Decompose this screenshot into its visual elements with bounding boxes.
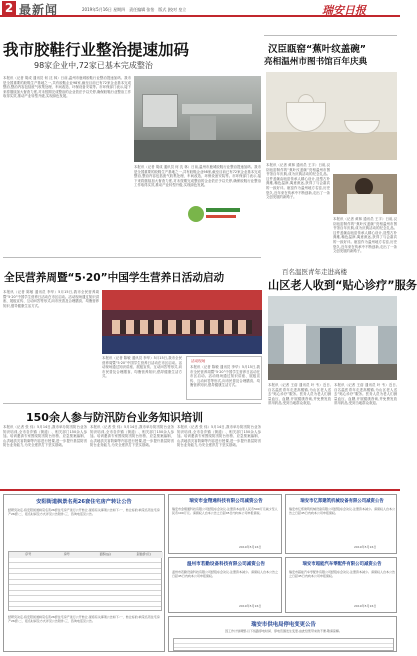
notice-card-body: 瑞安市金翔通科技有限公司经股东会决议,注册资本由原人民币500万元减少至人民币100万元。请债权人自本公告之日起45日内向本公司申报债权。	[172, 507, 278, 516]
table-header: 房号	[63, 552, 70, 556]
nutrition-event-photo	[102, 290, 262, 354]
craftsman-photo	[333, 174, 397, 214]
glue-article-title[interactable]: 我市胶鞋行业整治提速加码	[3, 41, 190, 59]
notice-card-date: 2019年5月16日	[354, 545, 377, 549]
notice-card-title[interactable]: 瑞安市金翔通科技有限公司减资公告	[189, 499, 263, 504]
notice-left-footer: 经研究决定,将安阳街道枫景名苑26套住宅房产进行公开转让,现将有关事项公告如下:一、转让标的:枫景名苑住宅房产26套;二、报名时间及方式详见公告附件;三、咨询电话见公告。	[8, 615, 160, 624]
notice-card	[285, 557, 397, 613]
issue-meta: 2019年5月16日 星期四 责任编辑 张怡 版式 |校对 皇立	[82, 7, 187, 12]
notice-card-date: 2019年5月16日	[239, 545, 262, 549]
notice-card-title[interactable]: 瑞安市超能汽车零配件有限公司减资公告	[302, 562, 382, 567]
notice-bottom-body: 因工作计划调整,以下线路停电时间、停电范围发生变更,由此给您带来的不便,敬请谅解。	[225, 629, 342, 633]
clinic-photo	[268, 296, 397, 380]
outage-table	[173, 638, 394, 651]
clinic-article-body: 本报讯（记者 王蓓 通讯员 叶 韦）近日,百名温医青年走进高楼镇,为山区老人送去“贴心诊疗”服务。医务人员为老人们测量血压、血糖,开展健康咨询,并免费发放常用药品,受到当地群众欢迎。	[268, 383, 331, 406]
clinic-article-title[interactable]: 山区老人收到“贴心诊疗”服务	[268, 279, 417, 292]
nutrition-article-body-cont: 本报讯（记者 陈敏 通讯员 李华）5月15日,我市全民营养周暨“5·20”中国学生营养日活动在市区启动。活动现场通过知识讲座、展板宣传、互动问答等形式,向市民普及合理膳食、均衡营养知识,倡导健康生活方式。	[102, 356, 182, 379]
photo-caption: 活动现场	[191, 359, 206, 363]
notice-left-body: 经研究决定,将安阳街道枫景名苑26套住宅房产进行公开转让,现将有关事项公告如下:一、转让标的:枫景名苑住宅房产26套;二、报名时间及方式详见公告附件;三、咨询电话见公告。	[8, 508, 160, 517]
bowl-article-title-line2: 亮相温州市图书馆百年庆典	[264, 57, 368, 67]
table-header-row	[9, 552, 163, 558]
fire-article-body-end: 本报讯（记者 张 伟）5月14日,我市举办防汛防台业务知识培训,全市各乡镇（街道）、相关部门150余人参加。培训邀请专家围绕防汛防台形势、应急预案编制、山洪地质灾害防御等内容进行授课,进一步提升基层防汛防台业务能力,为安全度汛打下坚实基础。	[177, 425, 261, 448]
notice-card-date: 2019年5月16日	[239, 604, 262, 608]
bowl-article-body: 本报讯（记者 黄林 通讯员 王宇）日前,汉臣瓯窑制作的“蕉叶纹盖碗”亮相温州市图书馆百年庆典,成为庆典活动的纪念礼品。这件盖碗由瓯窑传承人精心设计,造型古朴典雅,釉色温润,寓意深远,获得了与会嘉宾的一致好评。瓯窑作为温州地方名窑,历史悠久,近年来在传承中不断创新,走出了一条文创发展的新路子。	[266, 163, 330, 200]
notice-bottom-title[interactable]: 瑞安市供电局停电变更公告	[251, 622, 316, 628]
table-header: 起始价(元)	[136, 552, 151, 556]
glue-article-body-cont: 本报讯（记者 胡成 通讯员 何 沈 林）日前,温州市鹿城胶鞋行业整治提速加码。我市是全国重要的胶鞋生产基地之一,共有胶鞋企业98家,截至目前已有72家企业基本完成整治,整治内容包括废气收集处理、车间改造、环保设备安装等。市环保部门表示,接下来将继续加大督查力度,对未按期完成整治的企业依法予以关停,确保胶鞋行业整治工作取得实效,推动产业转型升级,实现绿色发展。	[134, 165, 261, 188]
tea-bowl-photo	[266, 72, 397, 160]
notice-left-title[interactable]: 安阳街道枫景名苑26套住宅房产转让公告	[36, 499, 132, 505]
clinic-article-body-cont: 本报讯（记者 王蓓 通讯员 叶 韦）近日,百名温医青年走进高楼镇,为山区老人送去“贴心诊疗”服务。医务人员为老人们测量血压、血糖,开展健康咨询,并免费发放常用药品,受到当地群众欢迎。	[334, 383, 397, 406]
newspaper-logo: 瑞安日报	[322, 4, 366, 17]
glue-article-body: 本报讯（记者 胡成 通讯员 何 沈 林）日前,温州市鹿城胶鞋行业整治提速加码。我市是全国重要的胶鞋生产基地之一,共有胶鞋企业98家,截至目前已有72家企业基本完成整治,整治内容包括废气收集处理、车间改造、环保设备安装等。市环保部门表示,接下来将继续加大督查力度,对未按期完成整治的企业依法予以关停,确保胶鞋行业整治工作取得实效,推动产业转型升级,实现绿色发展。	[3, 76, 131, 99]
bowl-title-prefix: 汉臣瓯窑	[268, 44, 307, 55]
notice-left-table	[8, 551, 162, 611]
bowl-article-body-cont: 本报讯（记者 黄林 通讯员 王宇）日前,汉臣瓯窑制作的“蕉叶纹盖碗”亮相温州市图书馆百年庆典,成为庆典活动的纪念礼品。这件盖碗由瓯窑传承人精心设计,造型古朴典雅,釉色温润,寓意深远,获得了与会嘉宾的一致好评。瓯窑作为温州地方名窑,历史悠久,近年来在传承中不断创新,走出了一条文创发展的新路子。	[333, 217, 397, 254]
row-divider	[3, 257, 261, 258]
bowl-title-quote: “蕉叶纹盖碗”	[306, 44, 367, 55]
section-title: 最新闻	[19, 3, 59, 17]
table-header: 面积(㎡)	[99, 552, 111, 556]
notice-card-body: 温州市若勤设备科技有限公司经股东会决议,注册资本减少。请债权人自本公告之日起45日内向本公司申报债权。	[172, 570, 278, 579]
notice-bottom-box	[168, 616, 397, 652]
notice-card-title[interactable]: 瑞安市亿郑建筑机械设备有限公司减资公告	[300, 499, 384, 504]
notice-left-box	[3, 494, 165, 652]
photo-caption-box	[186, 356, 262, 400]
bowl-article-title[interactable]	[268, 41, 366, 55]
notice-card-body: 瑞安市超能汽车零配件有限公司经股东会决议,注册资本减少。请债权人自本公告之日起45日内向本公司申报债权。	[289, 570, 395, 579]
fire-article-title[interactable]: 150余人参与防汛防台业务知识培训	[26, 411, 203, 424]
fire-article-body: 本报讯（记者 张 伟）5月14日,我市举办防汛防台业务知识培训,全市各乡镇（街道）、相关部门150余人参加。培训邀请专家围绕防汛防台形势、应急预案编制、山洪地质灾害防御等内容进行授课,进一步提升基层防汛防台业务能力,为安全度汛打下坚实基础。	[3, 425, 87, 448]
row-divider-2	[3, 403, 261, 404]
page-number: 2	[2, 1, 16, 16]
notice-card-body: 瑞安市亿郑建筑机械设备有限公司经股东会决议,注册资本减少。请债权人自本公告之日起45日内向本公司申报债权。	[289, 507, 395, 516]
notice-card-title[interactable]: 温州市若勤设备科技有限公司减资公告	[186, 562, 266, 567]
glue-factory-photo	[134, 76, 261, 162]
notices-top-rule	[0, 489, 400, 491]
notice-card	[168, 557, 282, 613]
caption-text: 本报讯（记者 陈敏 通讯员 李华）5月15日,我市全民营养周暨“5·20”中国学生营养日活动在市区启动。活动现场通过知识讲座、展板宣传、互动问答等形式,向市民普及合理膳食、均衡营养知识,倡导健康生活方式。	[190, 365, 260, 388]
clinic-kicker: 百名温医青年走进高楼	[282, 268, 347, 276]
campaign-logo	[188, 204, 240, 224]
notice-card	[285, 494, 397, 554]
nutrition-article-body: 本报讯（记者 陈敏 通讯员 李华）5月15日,我市全民营养周暨“5·20”中国学生营养日活动在市区启动。活动现场通过知识讲座、展板宣传、互动问答等形式,向市民普及合理膳食、均衡营养知识,倡导健康生活方式。	[3, 290, 100, 308]
glue-article-subtitle: 98家企业中,72家已基本完成整治	[34, 61, 153, 70]
notice-card-date: 2019年5月16日	[354, 604, 377, 608]
page-header	[0, 0, 400, 17]
table-header: 序号	[25, 552, 32, 556]
notice-card	[168, 494, 282, 554]
fire-article-body-cont: 本报讯（记者 张 伟）5月14日,我市举办防汛防台业务知识培训,全市各乡镇（街道）、相关部门150余人参加。培训邀请专家围绕防汛防台形势、应急预案编制、山洪地质灾害防御等内容进行授课,进一步提升基层防汛防台业务能力,为安全度汛打下坚实基础。	[90, 425, 174, 448]
column-divider	[264, 35, 397, 36]
nutrition-article-title[interactable]: 全民营养周暨“5·20”中国学生营养日活动启动	[4, 272, 225, 284]
